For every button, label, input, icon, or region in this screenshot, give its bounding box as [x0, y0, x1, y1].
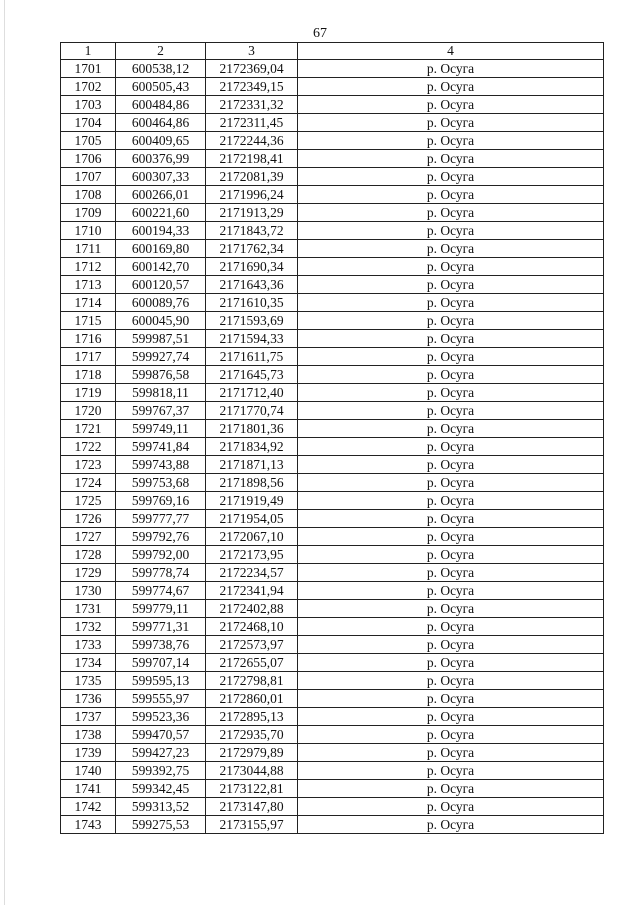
- point-number-cell: 1721: [61, 420, 116, 438]
- table-row: [61, 204, 604, 222]
- point-number-cell: 1741: [61, 780, 116, 798]
- y-coordinate-cell: 2172173,95: [206, 546, 298, 564]
- description-cell: р. Осуга: [298, 114, 604, 132]
- x-coordinate-cell: 600221,60: [116, 204, 206, 222]
- x-coordinate-cell: 599523,36: [116, 708, 206, 726]
- x-coordinate-cell: 599876,58: [116, 366, 206, 384]
- table-row: [61, 402, 604, 420]
- description-cell: р. Осуга: [298, 240, 604, 258]
- point-number-cell: 1730: [61, 582, 116, 600]
- description-cell: р. Осуга: [298, 420, 604, 438]
- point-number-cell: 1713: [61, 276, 116, 294]
- description-cell: р. Осуга: [298, 312, 604, 330]
- table-body: [61, 60, 604, 834]
- y-coordinate-cell: 2171712,40: [206, 384, 298, 402]
- y-coordinate-cell: 2172895,13: [206, 708, 298, 726]
- y-coordinate-cell: 2172311,45: [206, 114, 298, 132]
- column-header-3: 3: [206, 43, 298, 60]
- y-coordinate-cell: 2172798,81: [206, 672, 298, 690]
- x-coordinate-cell: 600266,01: [116, 186, 206, 204]
- description-cell: р. Осуга: [298, 726, 604, 744]
- point-number-cell: 1724: [61, 474, 116, 492]
- page-number: 67: [313, 26, 327, 41]
- coordinates-table: [60, 42, 604, 834]
- point-number-cell: 1706: [61, 150, 116, 168]
- y-coordinate-cell: 2171843,72: [206, 222, 298, 240]
- x-coordinate-cell: 600409,65: [116, 132, 206, 150]
- x-coordinate-cell: 599767,37: [116, 402, 206, 420]
- y-coordinate-cell: 2171834,92: [206, 438, 298, 456]
- description-cell: р. Осуга: [298, 636, 604, 654]
- description-cell: р. Осуга: [298, 348, 604, 366]
- point-number-cell: 1737: [61, 708, 116, 726]
- table-row: [61, 276, 604, 294]
- y-coordinate-cell: 2171593,69: [206, 312, 298, 330]
- x-coordinate-cell: 599275,53: [116, 816, 206, 834]
- table-row: [61, 726, 604, 744]
- y-coordinate-cell: 2172369,04: [206, 60, 298, 78]
- description-cell: р. Осуга: [298, 816, 604, 834]
- column-header-4: 4: [298, 43, 604, 60]
- description-cell: р. Осуга: [298, 708, 604, 726]
- point-number-cell: 1714: [61, 294, 116, 312]
- point-number-cell: 1728: [61, 546, 116, 564]
- x-coordinate-cell: 599707,14: [116, 654, 206, 672]
- description-cell: р. Осуга: [298, 456, 604, 474]
- table-row: [61, 150, 604, 168]
- y-coordinate-cell: 2171801,36: [206, 420, 298, 438]
- column-header-2: 2: [116, 43, 206, 60]
- x-coordinate-cell: 599738,76: [116, 636, 206, 654]
- x-coordinate-cell: 599927,74: [116, 348, 206, 366]
- table-row: [61, 456, 604, 474]
- description-cell: р. Осуга: [298, 564, 604, 582]
- x-coordinate-cell: 599792,00: [116, 546, 206, 564]
- x-coordinate-cell: 599470,57: [116, 726, 206, 744]
- point-number-cell: 1708: [61, 186, 116, 204]
- x-coordinate-cell: 599987,51: [116, 330, 206, 348]
- table-row: [61, 690, 604, 708]
- point-number-cell: 1731: [61, 600, 116, 618]
- description-cell: р. Осуга: [298, 690, 604, 708]
- table-header-row: [61, 43, 604, 60]
- y-coordinate-cell: 2171610,35: [206, 294, 298, 312]
- point-number-cell: 1725: [61, 492, 116, 510]
- table-row: [61, 96, 604, 114]
- table-row: [61, 798, 604, 816]
- point-number-cell: 1729: [61, 564, 116, 582]
- y-coordinate-cell: 2172655,07: [206, 654, 298, 672]
- x-coordinate-cell: 599342,45: [116, 780, 206, 798]
- table-row: [61, 510, 604, 528]
- point-number-cell: 1702: [61, 78, 116, 96]
- point-number-cell: 1732: [61, 618, 116, 636]
- point-number-cell: 1727: [61, 528, 116, 546]
- point-number-cell: 1711: [61, 240, 116, 258]
- x-coordinate-cell: 599779,11: [116, 600, 206, 618]
- point-number-cell: 1743: [61, 816, 116, 834]
- y-coordinate-cell: 2171898,56: [206, 474, 298, 492]
- description-cell: р. Осуга: [298, 132, 604, 150]
- point-number-cell: 1739: [61, 744, 116, 762]
- point-number-cell: 1704: [61, 114, 116, 132]
- table-row: [61, 132, 604, 150]
- table-row: [61, 528, 604, 546]
- table-row: [61, 546, 604, 564]
- y-coordinate-cell: 2171913,29: [206, 204, 298, 222]
- x-coordinate-cell: 600194,33: [116, 222, 206, 240]
- description-cell: р. Осуга: [298, 762, 604, 780]
- column-header-1: 1: [61, 43, 116, 60]
- description-cell: р. Осуга: [298, 582, 604, 600]
- coordinates-table-container: [60, 42, 604, 834]
- point-number-cell: 1735: [61, 672, 116, 690]
- point-number-cell: 1705: [61, 132, 116, 150]
- y-coordinate-cell: 2172198,41: [206, 150, 298, 168]
- description-cell: р. Осуга: [298, 150, 604, 168]
- description-cell: р. Осуга: [298, 168, 604, 186]
- table-row: [61, 258, 604, 276]
- point-number-cell: 1742: [61, 798, 116, 816]
- table-row: [61, 600, 604, 618]
- table-row: [61, 168, 604, 186]
- point-number-cell: 1719: [61, 384, 116, 402]
- table-row: [61, 186, 604, 204]
- description-cell: р. Осуга: [298, 672, 604, 690]
- y-coordinate-cell: 2172331,32: [206, 96, 298, 114]
- description-cell: р. Осуга: [298, 222, 604, 240]
- x-coordinate-cell: 599427,23: [116, 744, 206, 762]
- x-coordinate-cell: 599741,84: [116, 438, 206, 456]
- y-coordinate-cell: 2172860,01: [206, 690, 298, 708]
- table-row: [61, 564, 604, 582]
- point-number-cell: 1707: [61, 168, 116, 186]
- description-cell: р. Осуга: [298, 258, 604, 276]
- x-coordinate-cell: 600307,33: [116, 168, 206, 186]
- description-cell: р. Осуга: [298, 330, 604, 348]
- x-coordinate-cell: 600484,86: [116, 96, 206, 114]
- x-coordinate-cell: 599555,97: [116, 690, 206, 708]
- y-coordinate-cell: 2171762,34: [206, 240, 298, 258]
- table-row: [61, 636, 604, 654]
- table-row: [61, 78, 604, 96]
- description-cell: р. Осуга: [298, 186, 604, 204]
- x-coordinate-cell: 599313,52: [116, 798, 206, 816]
- point-number-cell: 1716: [61, 330, 116, 348]
- description-cell: р. Осуга: [298, 96, 604, 114]
- description-cell: р. Осуга: [298, 510, 604, 528]
- y-coordinate-cell: 2172067,10: [206, 528, 298, 546]
- y-coordinate-cell: 2171645,73: [206, 366, 298, 384]
- y-coordinate-cell: 2173044,88: [206, 762, 298, 780]
- y-coordinate-cell: 2172468,10: [206, 618, 298, 636]
- table-row: [61, 438, 604, 456]
- table-row: [61, 60, 604, 78]
- x-coordinate-cell: 600505,43: [116, 78, 206, 96]
- description-cell: р. Осуга: [298, 276, 604, 294]
- point-number-cell: 1738: [61, 726, 116, 744]
- description-cell: р. Осуга: [298, 780, 604, 798]
- y-coordinate-cell: 2173147,80: [206, 798, 298, 816]
- x-coordinate-cell: 599769,16: [116, 492, 206, 510]
- description-cell: р. Осуга: [298, 204, 604, 222]
- point-number-cell: 1712: [61, 258, 116, 276]
- y-coordinate-cell: 2172341,94: [206, 582, 298, 600]
- table-row: [61, 474, 604, 492]
- description-cell: р. Осуга: [298, 384, 604, 402]
- point-number-cell: 1720: [61, 402, 116, 420]
- x-coordinate-cell: 600089,76: [116, 294, 206, 312]
- point-number-cell: 1736: [61, 690, 116, 708]
- y-coordinate-cell: 2171770,74: [206, 402, 298, 420]
- y-coordinate-cell: 2171954,05: [206, 510, 298, 528]
- y-coordinate-cell: 2171919,49: [206, 492, 298, 510]
- description-cell: р. Осуга: [298, 366, 604, 384]
- description-cell: р. Осуга: [298, 438, 604, 456]
- table-row: [61, 384, 604, 402]
- y-coordinate-cell: 2172935,70: [206, 726, 298, 744]
- y-coordinate-cell: 2172234,57: [206, 564, 298, 582]
- point-number-cell: 1715: [61, 312, 116, 330]
- x-coordinate-cell: 599743,88: [116, 456, 206, 474]
- x-coordinate-cell: 599753,68: [116, 474, 206, 492]
- x-coordinate-cell: 600142,70: [116, 258, 206, 276]
- point-number-cell: 1734: [61, 654, 116, 672]
- table-row: [61, 744, 604, 762]
- y-coordinate-cell: 2171871,13: [206, 456, 298, 474]
- x-coordinate-cell: 599818,11: [116, 384, 206, 402]
- description-cell: р. Осуга: [298, 60, 604, 78]
- table-row: [61, 222, 604, 240]
- table-row: [61, 312, 604, 330]
- y-coordinate-cell: 2171690,34: [206, 258, 298, 276]
- y-coordinate-cell: 2171594,33: [206, 330, 298, 348]
- table-row: [61, 708, 604, 726]
- description-cell: р. Осуга: [298, 402, 604, 420]
- table-row: [61, 114, 604, 132]
- y-coordinate-cell: 2172244,36: [206, 132, 298, 150]
- description-cell: р. Осуга: [298, 654, 604, 672]
- table-row: [61, 654, 604, 672]
- table-row: [61, 330, 604, 348]
- x-coordinate-cell: 599778,74: [116, 564, 206, 582]
- table-row: [61, 762, 604, 780]
- table-row: [61, 816, 604, 834]
- table-row: [61, 618, 604, 636]
- table-row: [61, 492, 604, 510]
- x-coordinate-cell: 600376,99: [116, 150, 206, 168]
- y-coordinate-cell: 2172081,39: [206, 168, 298, 186]
- description-cell: р. Осуга: [298, 546, 604, 564]
- x-coordinate-cell: 599392,75: [116, 762, 206, 780]
- y-coordinate-cell: 2173122,81: [206, 780, 298, 798]
- x-coordinate-cell: 599792,76: [116, 528, 206, 546]
- point-number-cell: 1733: [61, 636, 116, 654]
- x-coordinate-cell: 600538,12: [116, 60, 206, 78]
- point-number-cell: 1723: [61, 456, 116, 474]
- table-row: [61, 294, 604, 312]
- x-coordinate-cell: 599749,11: [116, 420, 206, 438]
- y-coordinate-cell: 2171611,75: [206, 348, 298, 366]
- scan-edge-line: [4, 0, 5, 905]
- point-number-cell: 1709: [61, 204, 116, 222]
- description-cell: р. Осуга: [298, 474, 604, 492]
- point-number-cell: 1740: [61, 762, 116, 780]
- y-coordinate-cell: 2172349,15: [206, 78, 298, 96]
- point-number-cell: 1722: [61, 438, 116, 456]
- description-cell: р. Осуга: [298, 528, 604, 546]
- x-coordinate-cell: 600120,57: [116, 276, 206, 294]
- y-coordinate-cell: 2171996,24: [206, 186, 298, 204]
- table-row: [61, 672, 604, 690]
- x-coordinate-cell: 599595,13: [116, 672, 206, 690]
- description-cell: р. Осуга: [298, 600, 604, 618]
- table-row: [61, 420, 604, 438]
- x-coordinate-cell: 600045,90: [116, 312, 206, 330]
- point-number-cell: 1726: [61, 510, 116, 528]
- y-coordinate-cell: 2172979,89: [206, 744, 298, 762]
- point-number-cell: 1718: [61, 366, 116, 384]
- description-cell: р. Осуга: [298, 798, 604, 816]
- point-number-cell: 1703: [61, 96, 116, 114]
- description-cell: р. Осуга: [298, 294, 604, 312]
- x-coordinate-cell: 600464,86: [116, 114, 206, 132]
- table-row: [61, 582, 604, 600]
- point-number-cell: 1717: [61, 348, 116, 366]
- table-row: [61, 780, 604, 798]
- table-row: [61, 348, 604, 366]
- x-coordinate-cell: 600169,80: [116, 240, 206, 258]
- y-coordinate-cell: 2172573,97: [206, 636, 298, 654]
- point-number-cell: 1710: [61, 222, 116, 240]
- x-coordinate-cell: 599777,77: [116, 510, 206, 528]
- table-row: [61, 366, 604, 384]
- y-coordinate-cell: 2171643,36: [206, 276, 298, 294]
- description-cell: р. Осуга: [298, 618, 604, 636]
- point-number-cell: 1701: [61, 60, 116, 78]
- y-coordinate-cell: 2173155,97: [206, 816, 298, 834]
- x-coordinate-cell: 599771,31: [116, 618, 206, 636]
- y-coordinate-cell: 2172402,88: [206, 600, 298, 618]
- description-cell: р. Осуга: [298, 78, 604, 96]
- description-cell: р. Осуга: [298, 492, 604, 510]
- table-row: [61, 240, 604, 258]
- description-cell: р. Осуга: [298, 744, 604, 762]
- x-coordinate-cell: 599774,67: [116, 582, 206, 600]
